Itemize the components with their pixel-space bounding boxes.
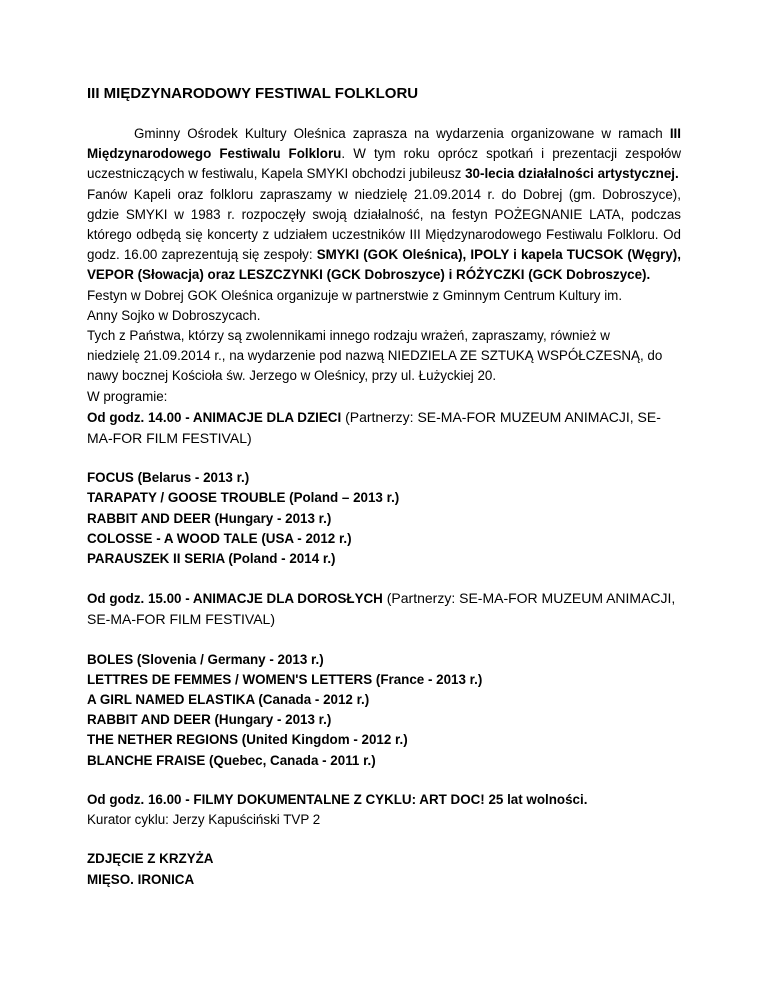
spacer — [87, 830, 681, 849]
film-item: ZDJĘCIE Z KRZYŻA — [87, 851, 214, 867]
spacer — [87, 631, 681, 650]
intro-paragraph-2 — [87, 185, 681, 286]
film-item: BLANCHE FRAISE (Quebec, Canada - 2011 r.) — [87, 752, 376, 768]
document-page — [87, 84, 681, 890]
film-item: RABBIT AND DEER (Hungary - 2013 r.) — [87, 510, 332, 526]
page-title: III MIĘDZYNARODOWY FESTIWAL FOLKLORU — [87, 85, 419, 102]
festival-name: III Międzynarodowego Festiwalu Folkloru — [87, 126, 681, 162]
anniversary-text: 30-lecia działalności artystycznej. — [465, 166, 679, 182]
section-1-label: Od godz. 14.00 - ANIMACJE DLA DZIECI — [87, 409, 342, 425]
film-item: MIĘSO. IRONICA — [87, 871, 195, 887]
section-3-curator: Kurator cyklu: Jerzy Kapuściński TVP 2 — [87, 812, 321, 828]
spacer — [87, 449, 681, 468]
section-2-heading — [87, 588, 681, 630]
partnership-line-1: Festyn w Dobrej GOK Oleśnica organizuje w partnerstwie z Gminnym Centrum Kultury im. — [87, 287, 623, 303]
invitation-line-3: nawy bocznej Kościoła św. Jerzego w Oleśnicy, przy ul. Łużyckiej 20. — [87, 368, 497, 384]
section-1-film-list — [87, 468, 681, 569]
partnership-line-2: Anny Sojko w Dobroszycach. — [87, 307, 261, 323]
section-2-film-list — [87, 650, 681, 771]
festyn-text: Fanów Kapeli oraz folkloru zapraszamy w niedzielę 21.09.2014 r. do Dobrej (gm. Dobroszyce), gdzie SMYKI w 1983 r. rozpoczęły swoją działalność, na festyn POŻEGNANIE LATA, podczas którego odbędą się koncerty z udziałem uczestników III Międzynarodowego Festiwalu Folkloru. Od godz. 16.00 zaprezentują się zespoły: — [87, 186, 681, 263]
film-item: TARAPATY / GOOSE TROUBLE (Poland – 2013 r.) — [87, 490, 400, 506]
film-item: THE NETHER REGIONS (United Kingdom - 2012 r.) — [87, 732, 408, 748]
film-item: A GIRL NAMED ELASTIKA (Canada - 2012 r.) — [87, 692, 370, 708]
film-item: COLOSSE - A WOOD TALE (USA - 2012 r.) — [87, 530, 352, 546]
film-item: PARAUSZEK II SERIA (Poland - 2014 r.) — [87, 551, 336, 567]
section-2-partners: (Partnerzy: SE-MA-FOR MUZEUM ANIMACJI, SE-MA-FOR FILM FESTIVAL) — [87, 590, 676, 628]
section-1-partners: (Partnerzy: SE-MA-FOR MUZEUM ANIMACJI, SE-MA-FOR FILM FESTIVAL) — [87, 408, 661, 447]
section-3-heading — [87, 790, 681, 810]
section-2-label: Od godz. 15.00 - ANIMACJE DLA DOROSŁYCH — [87, 591, 383, 607]
invitation-line-2: niedzielę 21.09.2014 r., na wydarzenie pod nazwą NIEDZIELA ZE SZTUKĄ WSPÓŁCZESNĄ, do — [87, 348, 663, 364]
spacer — [87, 771, 681, 790]
section-1-heading — [87, 407, 681, 449]
invitation-line-1: Tych z Państwa, którzy są zwolennikami innego rodzaju wrażeń, zapraszamy, również w — [87, 328, 610, 344]
section-3-film-list — [87, 849, 681, 889]
film-item: RABBIT AND DEER (Hungary - 2013 r.) — [87, 712, 332, 728]
program-label: W programie: — [87, 388, 168, 404]
film-item: BOLES (Slovenia / Germany - 2013 r.) — [87, 651, 324, 667]
film-item: LETTRES DE FEMMES / WOMEN'S LETTERS (France - 2013 r.) — [87, 671, 483, 687]
intro-text-mid: . W tym roku oprócz spotkań i prezentacji zespołów uczestniczących w festiwalu, Kapela SMYKI obchodzi jubileusz — [87, 146, 681, 182]
intro-text: Gminny Ośrodek Kultury Oleśnica zaprasza na wydarzenia organizowane w ramach — [134, 126, 670, 141]
ensembles-list: SMYKI (GOK Oleśnica), IPOLY i kapela TUCSOK (Węgry), VEPOR (Słowacja) oraz LESZCZYNKI (GCK Dobroszyce) i RÓŻYCZKI (GCK Dobroszyce). — [87, 247, 681, 283]
intro-paragraph-1 — [87, 124, 681, 185]
film-item: FOCUS (Belarus - 2013 r.) — [87, 470, 250, 486]
section-3-label: Od godz. 16.00 - FILMY DOKUMENTALNE Z CYKLU: ART DOC! 25 lat wolności. — [87, 791, 588, 807]
spacer — [87, 569, 681, 588]
